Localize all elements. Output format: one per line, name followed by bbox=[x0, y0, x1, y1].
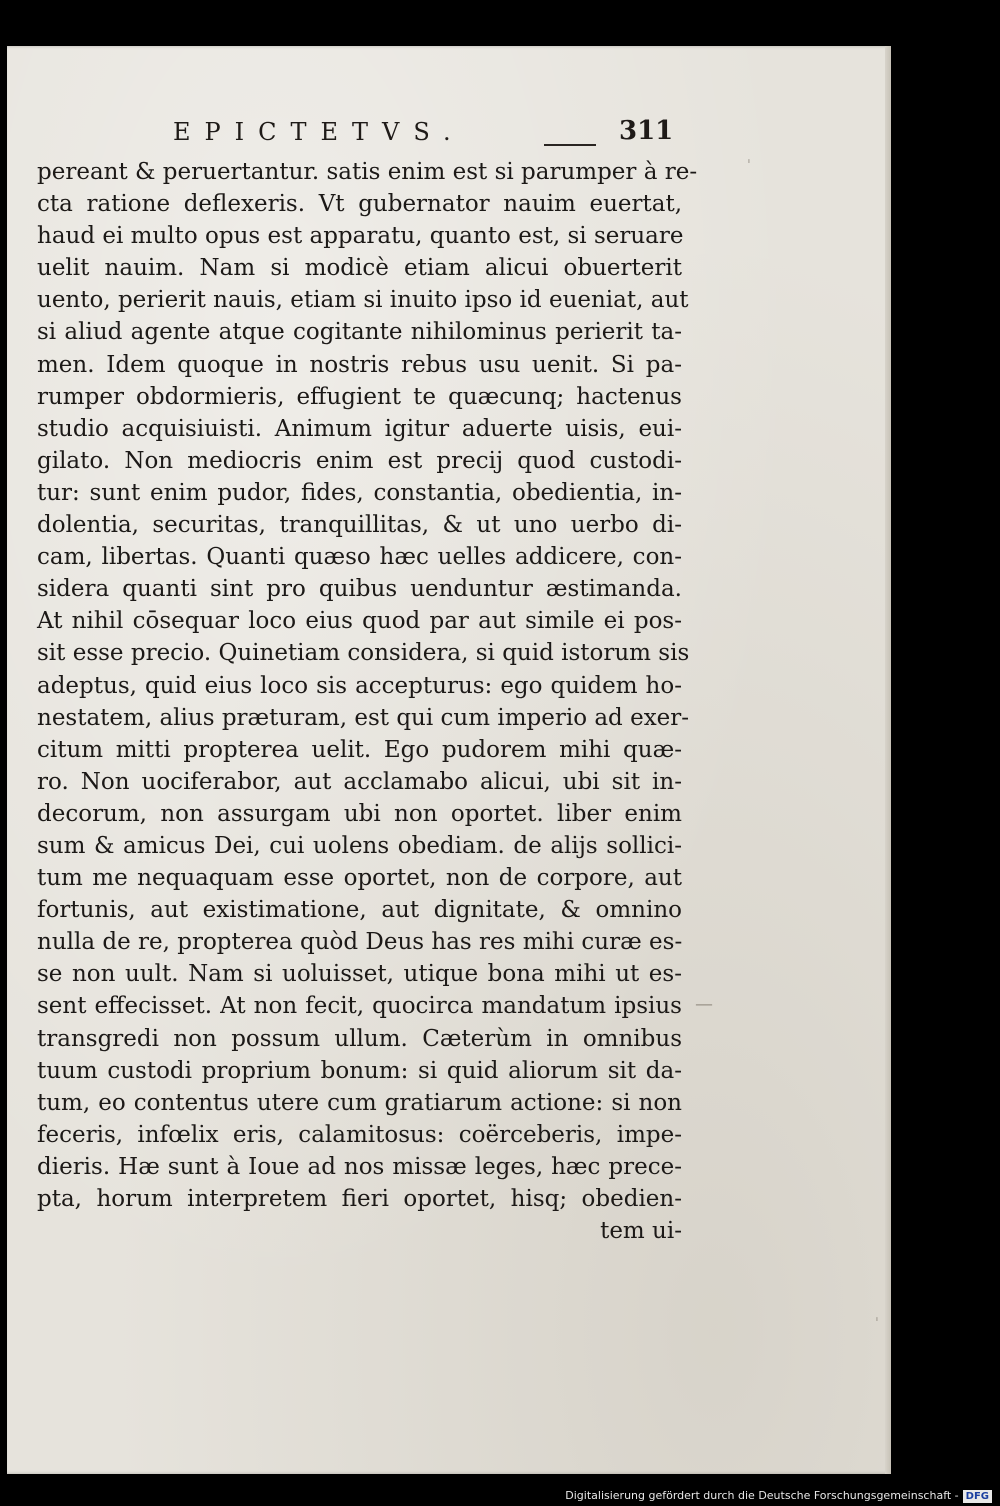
page-number: 311 bbox=[619, 116, 674, 146]
text-line: tur: sunt enim pudor, fides, constantia, obedientia, in- bbox=[37, 479, 682, 506]
page-edge bbox=[885, 46, 891, 1474]
margin-dash-mark: — bbox=[695, 994, 713, 1015]
text-line: feceris, infœlix eris, calamitosus: coërceberis, impe- bbox=[37, 1121, 682, 1148]
text-line: pereant & peruertantur. satis enim est si parumper à re- bbox=[37, 159, 698, 185]
text-line: se non uult. Nam si uoluisset, utique bona mihi ut es- bbox=[37, 961, 682, 988]
text-line: At nihil cōsequar loco eius quod par aut simile ei pos- bbox=[37, 608, 682, 635]
text-line: tum me nequaquam esse oportet, non de corpore, aut bbox=[37, 865, 682, 892]
text-line: transgredi non possum ullum. Cæterùm in omnibus bbox=[37, 1025, 682, 1052]
catchword: tem ui- bbox=[600, 1218, 682, 1245]
text-line: uento, perierit nauis, etiam si inuito ipso id eueniat, aut bbox=[37, 287, 689, 314]
text-line: citum mitti propterea uelit. Ego pudorem mihi quæ- bbox=[37, 736, 682, 763]
text-line: sit esse precio. Quinetiam considera, si quid istorum sis bbox=[37, 640, 690, 667]
margin-tick-mark: ˈ bbox=[875, 1316, 879, 1332]
book-page bbox=[7, 46, 891, 1474]
text-line: pta, horum interpretem fieri oportet, hisq; obedien- bbox=[37, 1186, 682, 1212]
text-line: cam, libertas. Quanti quæso hæc uelles addicere, con- bbox=[37, 544, 682, 571]
text-line: men. Idem quoque in nostris rebus usu uenit. Si pa- bbox=[37, 351, 682, 378]
text-line: haud ei multo opus est apparatu, quanto est, si seruare bbox=[37, 223, 684, 250]
text-line: nestatem, alius præturam, est qui cum imperio ad exer- bbox=[37, 704, 690, 731]
running-head bbox=[7, 116, 891, 156]
text-line: fortunis, aut existimatione, aut dignitate, & omnino bbox=[37, 897, 682, 924]
margin-tick-mark: ˈ bbox=[747, 158, 751, 174]
text-line: tum, eo contentus utere cum gratiarum actione: si non bbox=[37, 1089, 682, 1116]
text-line: ro. Non uociferabor, aut acclamabo alicui, ubi sit in- bbox=[37, 768, 682, 795]
text-line: dolentia, securitas, tranquillitas, & ut uno uerbo di- bbox=[37, 512, 682, 539]
text-line: gilato. Non mediocris enim est precij quod custodi- bbox=[37, 447, 682, 474]
head-rule bbox=[544, 144, 596, 146]
text-line: decorum, non assurgam ubi non oportet. liber enim bbox=[37, 800, 682, 827]
text-line: rumper obdormieris, effugient te quæcunq; hactenus bbox=[37, 383, 682, 410]
text-line: si aliud agente atque cogitante nihilominus perierit ta- bbox=[37, 319, 682, 346]
text-line: uelit nauim. Nam si modicè etiam alicui obuerterit bbox=[37, 255, 682, 282]
body-text bbox=[37, 156, 698, 1247]
digitization-credit bbox=[565, 1489, 992, 1503]
text-line: sum & amicus Dei, cui uolens obediam. de alijs sollici- bbox=[37, 832, 682, 859]
text-line: studio acquisiuisti. Animum igitur aduerte uisis, eui- bbox=[37, 415, 682, 442]
text-line: cta ratione deflexeris. Vt gubernator nauim euertat, bbox=[37, 191, 682, 218]
text-line: tuum custodi proprium bonum: si quid aliorum sit da- bbox=[37, 1057, 682, 1084]
dfg-logo: DFG bbox=[963, 1490, 992, 1503]
text-line: dieris. Hæ sunt à Ioue ad nos missæ leges, hæc prece- bbox=[37, 1153, 682, 1180]
text-line: sidera quanti sint pro quibus uenduntur æstimanda. bbox=[37, 576, 682, 603]
running-title: EPICTETVS. bbox=[173, 118, 465, 146]
text-line: adeptus, quid eius loco sis accepturus: ego quidem ho- bbox=[37, 672, 682, 699]
text-line: nulla de re, propterea quòd Deus has res mihi curæ es- bbox=[37, 929, 683, 956]
credit-text: Digitalisierung gefördert durch die Deutsche Forschungsgemeinschaft - bbox=[565, 1489, 959, 1502]
text-line: sent effecisset. At non fecit, quocirca mandatum ipsius bbox=[37, 993, 682, 1020]
